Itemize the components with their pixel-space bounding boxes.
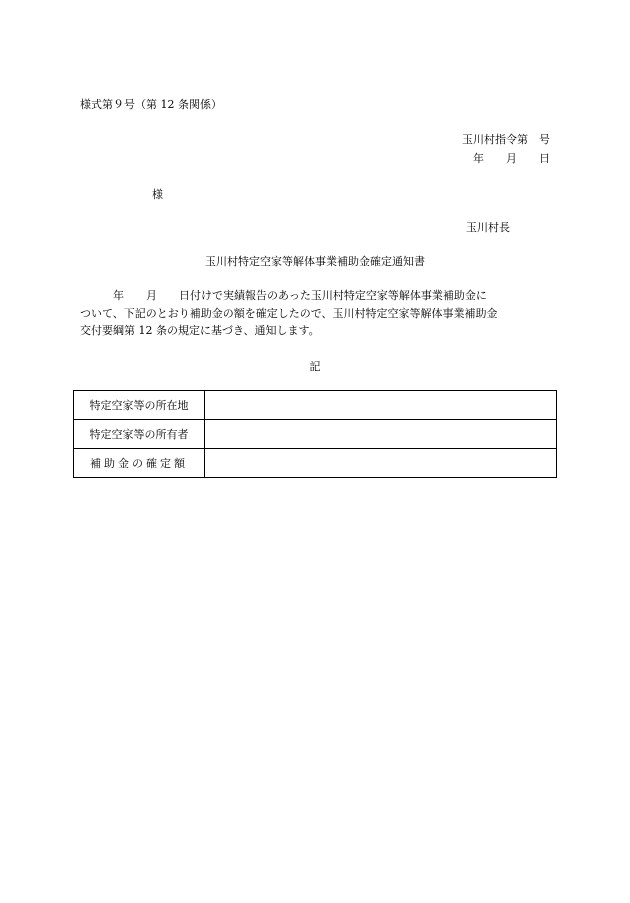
body-paragraph — [80, 287, 498, 340]
addressee-honorific: 様 — [152, 188, 163, 201]
body-line: ついて、下記のとおり補助金の額を確定したので、玉川村特定空家等解体事業補助金 — [80, 306, 498, 320]
row-label-owner: 特定空家等の所有者 — [74, 420, 205, 449]
row-value-owner[interactable] — [205, 420, 557, 449]
document-reference-number: 玉川村指令第 号 — [462, 133, 550, 146]
ki-heading: 記 — [309, 360, 321, 373]
row-value-subsidy-amount[interactable] — [205, 449, 557, 478]
row-label-location: 特定空家等の所在地 — [74, 391, 205, 420]
table-row — [74, 420, 557, 449]
document-title: 玉川村特定空家等解体事業補助金確定通知書 — [205, 255, 425, 268]
document-date: 年 月 日 — [473, 152, 550, 165]
details-table — [73, 390, 557, 478]
body-line: 交付要綱第 12 条の規定に基づき、通知します。 — [80, 324, 320, 337]
body-line: 年 月 日付けで実績報告のあった玉川村特定空家等解体事業補助金に — [80, 289, 487, 302]
row-label-subsidy-amount: 補助金の確定額 — [74, 449, 205, 478]
row-value-location[interactable] — [205, 391, 557, 420]
issuer-name: 玉川村長 — [466, 221, 510, 234]
table-row — [74, 391, 557, 420]
table-row — [74, 449, 557, 478]
form-number: 様式第９号（第 12 条関係） — [80, 98, 222, 111]
